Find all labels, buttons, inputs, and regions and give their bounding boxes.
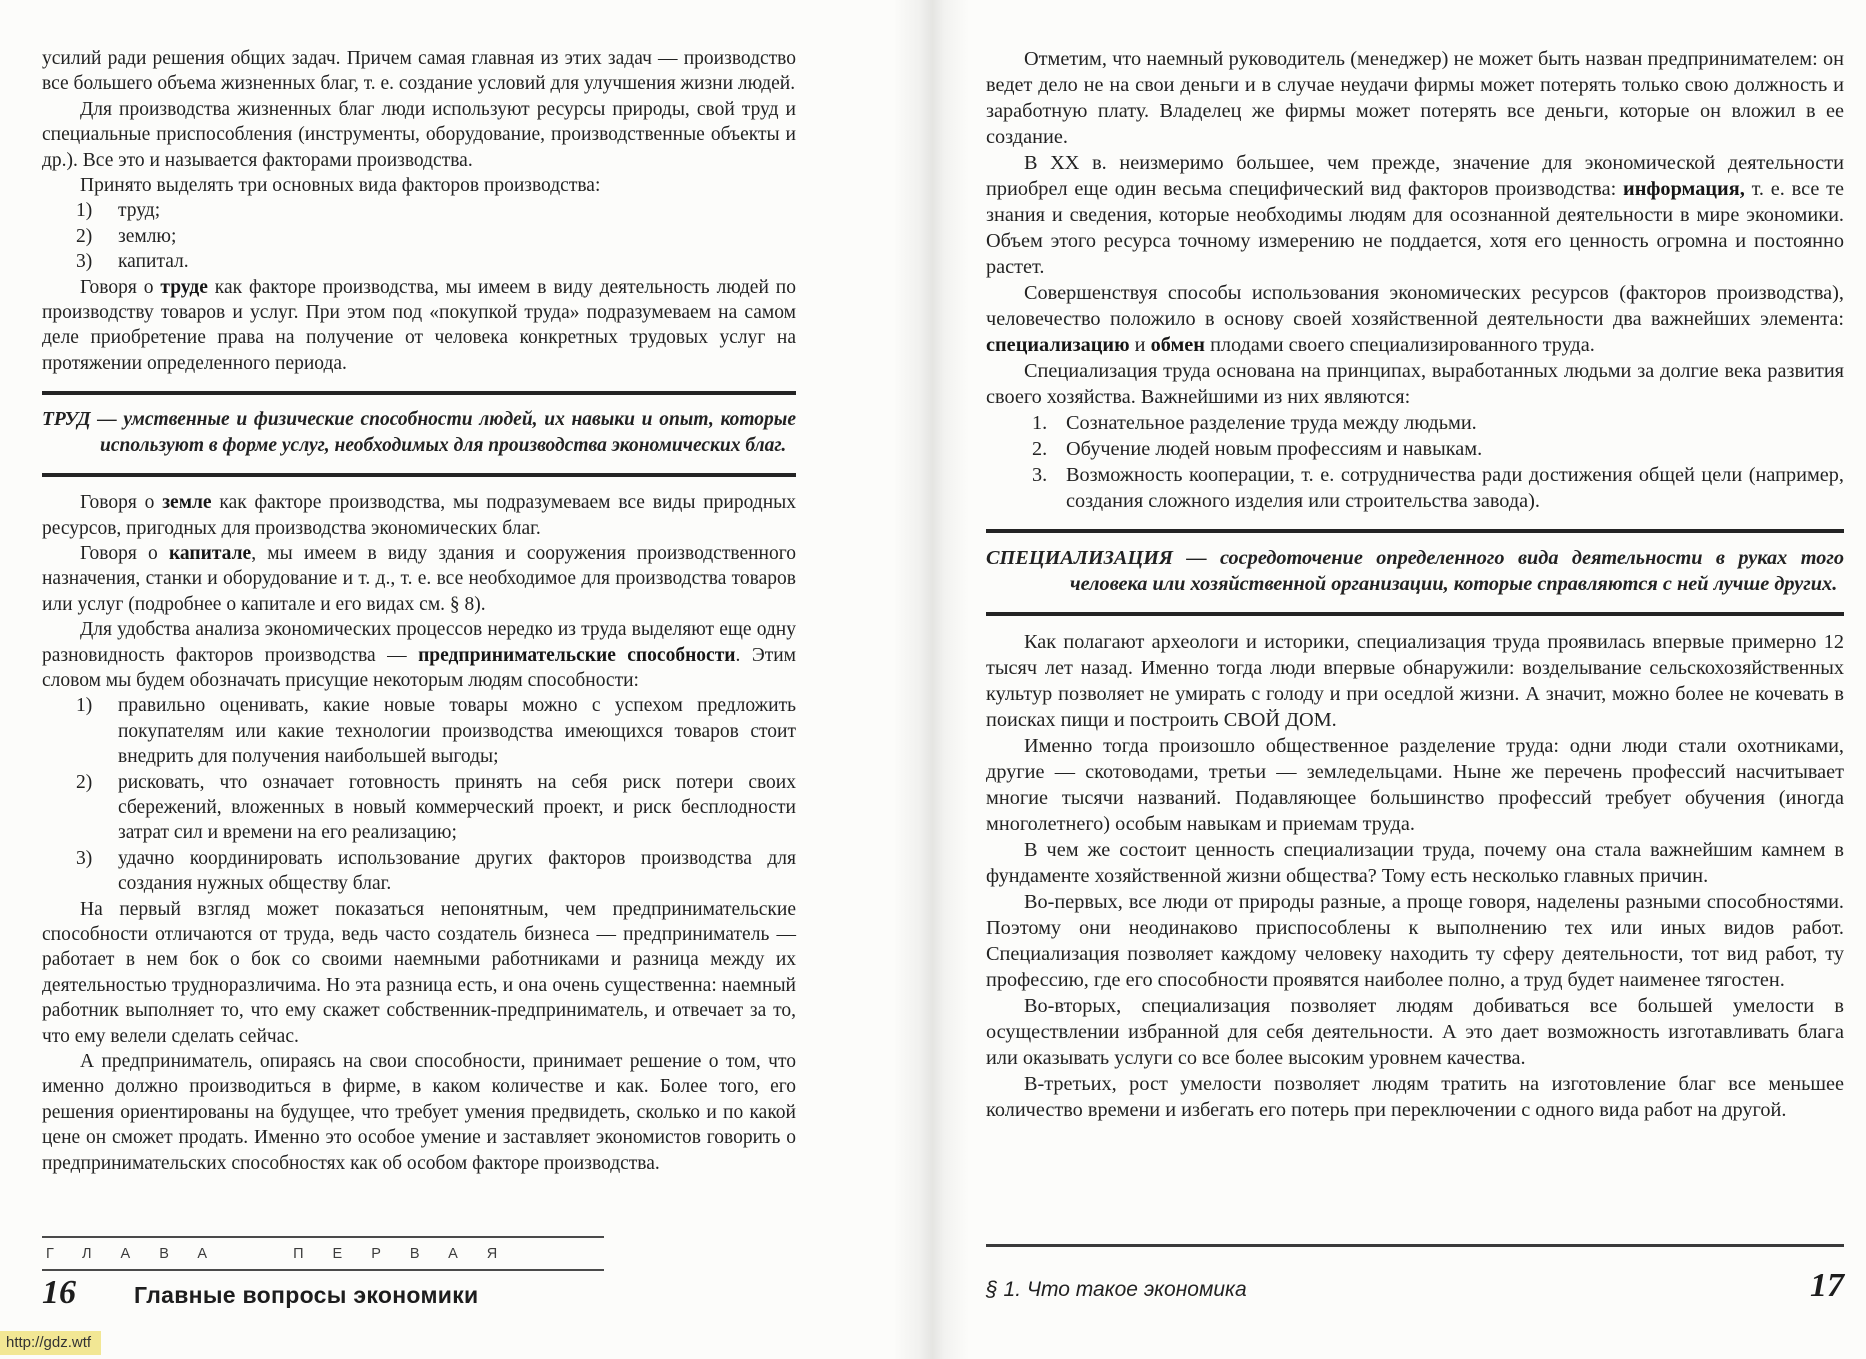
paragraph: усилий ради решения общих задач. Причем самая главная из этих задач — производство все большего объема жизненных благ, т. е. создание условий для улучшения жизни людей. — [42, 48, 796, 95]
list-item-text: Обучение людей новым профессиям и навыкам. — [1066, 438, 1483, 460]
list-item — [986, 436, 1844, 462]
list-item-text: правильно оценивать, какие новые товары можно с успехом предложить покупателям или какие технологии производства имеющихся товаров стоит внедрить для получения наибольшей выгоды; — [118, 695, 796, 768]
paragraph: Принято выделять три основных вида факторов производства: — [80, 175, 601, 197]
list-item — [986, 462, 1844, 514]
list-item — [42, 693, 796, 769]
paragraph: Именно тогда произошло общественное разделение труда: одни люди стали охотниками, другие — скотоводами, третьи — земледельцами. Ныне же перечень профессий насчитывает многие тысячи названий. Подавляющее большинство профессий требует обучения (иногда многолетнего) особым навыкам и приемам труда. — [986, 735, 1844, 835]
list-item-text: рисковать, что означает готовность принять на себя риск потери своих сбережений, вложенных в новый коммерческий проект, и риск бесплодности затрат сил и времени на его реализацию; — [118, 771, 796, 844]
paragraph: В-третьих, рост умелости позволяет людям тратить на изготовление благ все меньшее количество времени и избегать его потерь при переключении с одного вида работ на другой. — [986, 1073, 1844, 1121]
paragraph: Говоря о земле как факторе производства, мы подразумеваем все виды природных ресурсов, пригодных для производства экономических благ. — [42, 492, 797, 539]
list-item — [42, 846, 796, 897]
abilities-list — [42, 693, 796, 896]
list-marker: 2) — [76, 225, 93, 247]
paragraph: Во-первых, все люди от природы разные, а проще говоря, наделены разными способностями. Поэтому они неодинаково приспособлены к выполнению тех или иных видов работ. Специализация позволяет каждому человеку находить ту сферу деятельности, тот вид работ, ту профессию, где его способности проявятся наиболее полно, а труд будет наименее тягостен. — [986, 891, 1844, 991]
list-marker: 2. — [1032, 438, 1048, 460]
section-reference: § 1. Что такое экономика — [986, 1278, 1247, 1301]
list-marker: 1) — [76, 695, 93, 717]
left-footer-row — [42, 1274, 604, 1312]
list-item-text: труд; — [118, 200, 161, 222]
list-item — [42, 224, 796, 249]
paragraph: Как полагают археологи и историки, специализация труда проявилась впервые примерно 12 тысяч лет назад. Именно тогда люди впервые обнаружили: возделывание сельскохозяйственных культур позволяет не умирать с голоду и при оседлой жизни. А значит, можно более не кочевать в поисках пищи и построить СВОЙ ДОМ. — [986, 631, 1844, 731]
list-marker: 3. — [1032, 464, 1048, 486]
list-item — [42, 198, 796, 223]
left-page-footer — [42, 1236, 604, 1312]
page-left — [42, 46, 796, 1176]
list-item-text: Сознательное разделение труда между людьми. — [1066, 412, 1477, 434]
paragraph: А предприниматель, опираясь на свои способности, принимает решение о том, что именно должно производиться в фирме, в каком количестве и как. Более того, его решения ориентированы на будущее, что требует умения предвидеть, сколько и по какой цене он сможет продать. Именно это особое умение и заставляет экономистов говорить о предпринимательских способностях как об особом факторе производства. — [42, 1051, 796, 1174]
list-item-text: капитал. — [118, 251, 189, 273]
definition-text: ТРУД — умственные и физические способности людей, их навыки и опыт, которые используют в форме услуг, необходимых для производства экономических благ. — [42, 409, 796, 456]
running-title: Главные вопросы экономики — [134, 1282, 479, 1308]
list-marker: 3) — [76, 847, 93, 869]
list-item — [42, 770, 796, 846]
list-item — [986, 410, 1844, 436]
paragraph: В чем же состоит ценность специализации труда, почему она стала важнейшим камнем в фундаменте хозяйственной жизни общества? Тому есть несколько главных причин. — [986, 839, 1844, 887]
list-item-text: землю; — [118, 225, 177, 247]
paragraph: Специализация труда основана на принципах, выработанных людьми за долгие века развития своего хозяйства. Важнейшими из них являются: — [986, 360, 1844, 408]
list-item-text: Возможность кооперации, т. е. сотрудничества ради достижения общей цели (например, создания сложного изделия или строительства завода). — [1066, 464, 1844, 512]
watermark-url: http://gdz.wtf — [0, 1331, 101, 1355]
right-page-footer — [986, 1244, 1844, 1305]
paragraph: В XX в. неизмеримо большее, чем прежде, значение для экономической деятельности приобрел еще один весьма специфический вид факторов производства: информация, т. е. все те знания и сведения, которые необходимы людям для осознанной деятельности в мире экономики. Объем этого ресурса точному измерению не поддается, хотя его ценность огромна и постоянно растет. — [986, 152, 1844, 278]
page-right — [986, 46, 1844, 1123]
paragraph: Для удобства анализа экономических процессов нередко из труда выделяют еще одну разновидность факторов производства — предпринимательские способности. Этим словом мы будем обозначать присущие некоторым людям способности: — [42, 619, 796, 691]
paragraph: Отметим, что наемный руководитель (менеджер) не может быть назван предпринимателем: он ведет дело не на свои деньги и в случае неудачи фирмы может потерять только свою должность и заработную плату. Владелец же фирмы может потерять все деньги, которые он вложил в ее создание. — [986, 48, 1844, 148]
list-marker: 3) — [76, 251, 93, 273]
list-marker: 1) — [76, 200, 93, 222]
page-gutter-shadow — [893, 0, 969, 1359]
footer-rule — [986, 1244, 1844, 1247]
paragraph: Говоря о капитале, мы имеем в виду здания и сооружения производственного назначения, станки и оборудование и т. д., т. е. все необходимое для производства товаров или услуг (подробнее о капитале и его видах см. § 8). — [42, 542, 796, 615]
definition-box-trud — [42, 391, 796, 477]
list-item-text: удачно координировать использование других факторов производства для создания нужных обществу благ. — [118, 847, 796, 895]
page-number-right: 17 — [1810, 1267, 1844, 1304]
list-marker: 1. — [1032, 412, 1048, 434]
chapter-title: ГЛАВА ПЕРВАЯ — [42, 1242, 604, 1271]
paragraph: Для производства жизненных благ люди используют ресурсы природы, свой труд и специальные приспособления (инструменты, оборудование, производственные объекты и др.). Все это и называется факторами производства. — [42, 98, 796, 171]
right-footer-row — [986, 1267, 1844, 1305]
principles-list — [986, 410, 1844, 514]
paragraph: Во-вторых, специализация позволяет людям добиваться все большей умелости в осуществлении избранной для себя деятельности. А это дает возможность изготавливать блага или оказывать услуги со все более высоким уровнем качества. — [986, 995, 1844, 1069]
paragraph: Совершенствуя способы использования экономических ресурсов (факторов производства), человечество положило в основу своей хозяйственной деятельности два важнейших элемента: специализацию и обмен плодами своего специализированного труда. — [986, 282, 1844, 356]
chapter-band — [42, 1236, 604, 1271]
list-item — [42, 249, 796, 274]
paragraph: На первый взгляд может показаться непонятным, чем предпринимательские способности отличаются от труда, ведь часто создатель бизнеса — предприниматель — работает в нем бок о бок со своими наемными работниками и разница между их деятельностью трудноразличима. Но эта разница есть, и она очень существенна: наемный работник выполняет то, что ему скажет собственник-предприниматель, и отвечает за то, что ему велели сделать сейчас. — [42, 898, 796, 1047]
definition-box-specialization — [986, 529, 1844, 616]
definition-text: СПЕЦИАЛИЗАЦИЯ — сосредоточение определенного вида деятельности в руках того человека или хозяйственной организации, которые справляются с ней лучше других. — [986, 547, 1844, 595]
page-number-left: 16 — [42, 1274, 76, 1311]
factors-list — [42, 198, 796, 274]
list-marker: 2) — [76, 771, 93, 793]
paragraph: Говоря о труде как факторе производства, мы имеем в виду деятельность людей по производству товаров и услуг. При этом под «покупкой труда» подразумеваем на самом деле приобретение права на получение от человека конкретных трудовых услуг на протяжении определенного периода. — [42, 276, 796, 374]
